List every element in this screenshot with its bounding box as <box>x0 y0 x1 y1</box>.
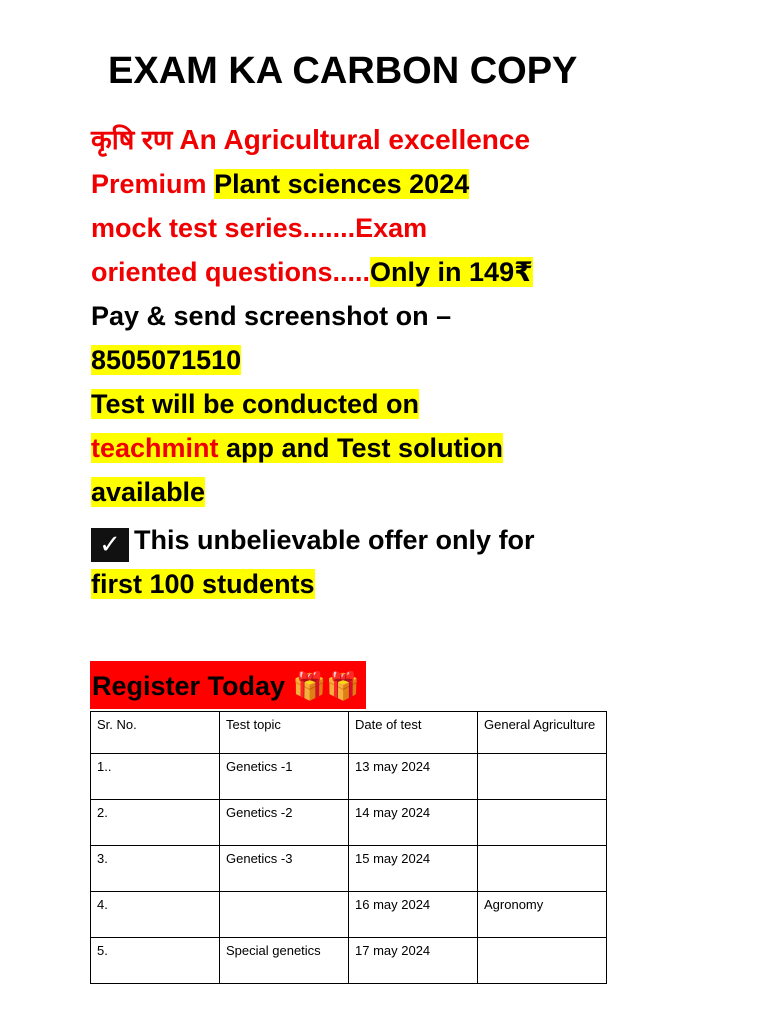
plant-sciences-text: Plant sciences 2024 <box>214 169 470 199</box>
pay-line: Pay & send screenshot on – <box>91 301 452 331</box>
table-cell: 4. <box>91 892 220 938</box>
brand-line <box>91 118 651 162</box>
students-text: first 100 students <box>91 569 315 599</box>
phone-number: 8505071510 <box>91 345 242 375</box>
table-cell <box>478 846 607 892</box>
table-cell <box>478 800 607 846</box>
table-cell <box>478 754 607 800</box>
table-cell: 3. <box>91 846 220 892</box>
gift-icon: 🎁 <box>292 671 327 702</box>
table-cell: Genetics -3 <box>220 846 349 892</box>
table-cell: Genetics -1 <box>220 754 349 800</box>
test-schedule-table <box>90 711 607 984</box>
table-cell <box>220 892 349 938</box>
hindi-brand: कृषि रण <box>91 125 173 155</box>
check-mark-icon: ✓ <box>91 528 129 562</box>
table-cell: 17 may 2024 <box>349 938 478 984</box>
table-header-row <box>91 712 607 754</box>
price-text: Only in 149₹ <box>370 257 533 287</box>
app-line <box>91 426 651 470</box>
offer-line <box>91 518 651 562</box>
register-banner <box>90 661 366 709</box>
table-cell: Genetics -2 <box>220 800 349 846</box>
app-rest-text: app and Test solution <box>218 433 504 463</box>
table-row <box>91 938 607 984</box>
conducted-text: Test will be conducted on <box>91 389 420 419</box>
header-cell: Sr. No. <box>91 712 220 754</box>
conducted-line <box>91 382 651 426</box>
available-text: available <box>91 477 206 507</box>
table-cell: 13 may 2024 <box>349 754 478 800</box>
oriented-line <box>91 250 651 294</box>
register-label: Register Today <box>92 671 286 701</box>
table-cell: Agronomy <box>478 892 607 938</box>
table-cell: 16 may 2024 <box>349 892 478 938</box>
students-line <box>91 562 651 606</box>
table-row <box>91 892 607 938</box>
mock-line: mock test series.......Exam <box>91 213 428 243</box>
table-cell: 1.. <box>91 754 220 800</box>
offer-text: This unbelievable offer only for <box>134 525 535 555</box>
header-cell: Test topic <box>220 712 349 754</box>
app-highlight <box>91 433 503 463</box>
promo-text <box>91 118 651 606</box>
premium-text: Premium <box>91 169 207 199</box>
brand-subtitle: An Agricultural excellence <box>179 124 531 155</box>
table-cell: 5. <box>91 938 220 984</box>
table-row <box>91 800 607 846</box>
available-line <box>91 470 651 514</box>
phone-line <box>91 338 651 382</box>
page-title: EXAM KA CARBON COPY <box>108 50 578 92</box>
app-name: teachmint <box>91 433 219 463</box>
header-cell: General Agriculture <box>478 712 607 754</box>
table-cell: 15 may 2024 <box>349 846 478 892</box>
table-cell: Special genetics <box>220 938 349 984</box>
table-cell <box>478 938 607 984</box>
premium-line <box>91 162 651 206</box>
table-row <box>91 754 607 800</box>
table-row <box>91 846 607 892</box>
oriented-text: oriented questions..... <box>91 257 371 287</box>
table-cell: 14 may 2024 <box>349 800 478 846</box>
table-cell: 2. <box>91 800 220 846</box>
header-cell: Date of test <box>349 712 478 754</box>
gift-icon: 🎁 <box>326 671 360 702</box>
